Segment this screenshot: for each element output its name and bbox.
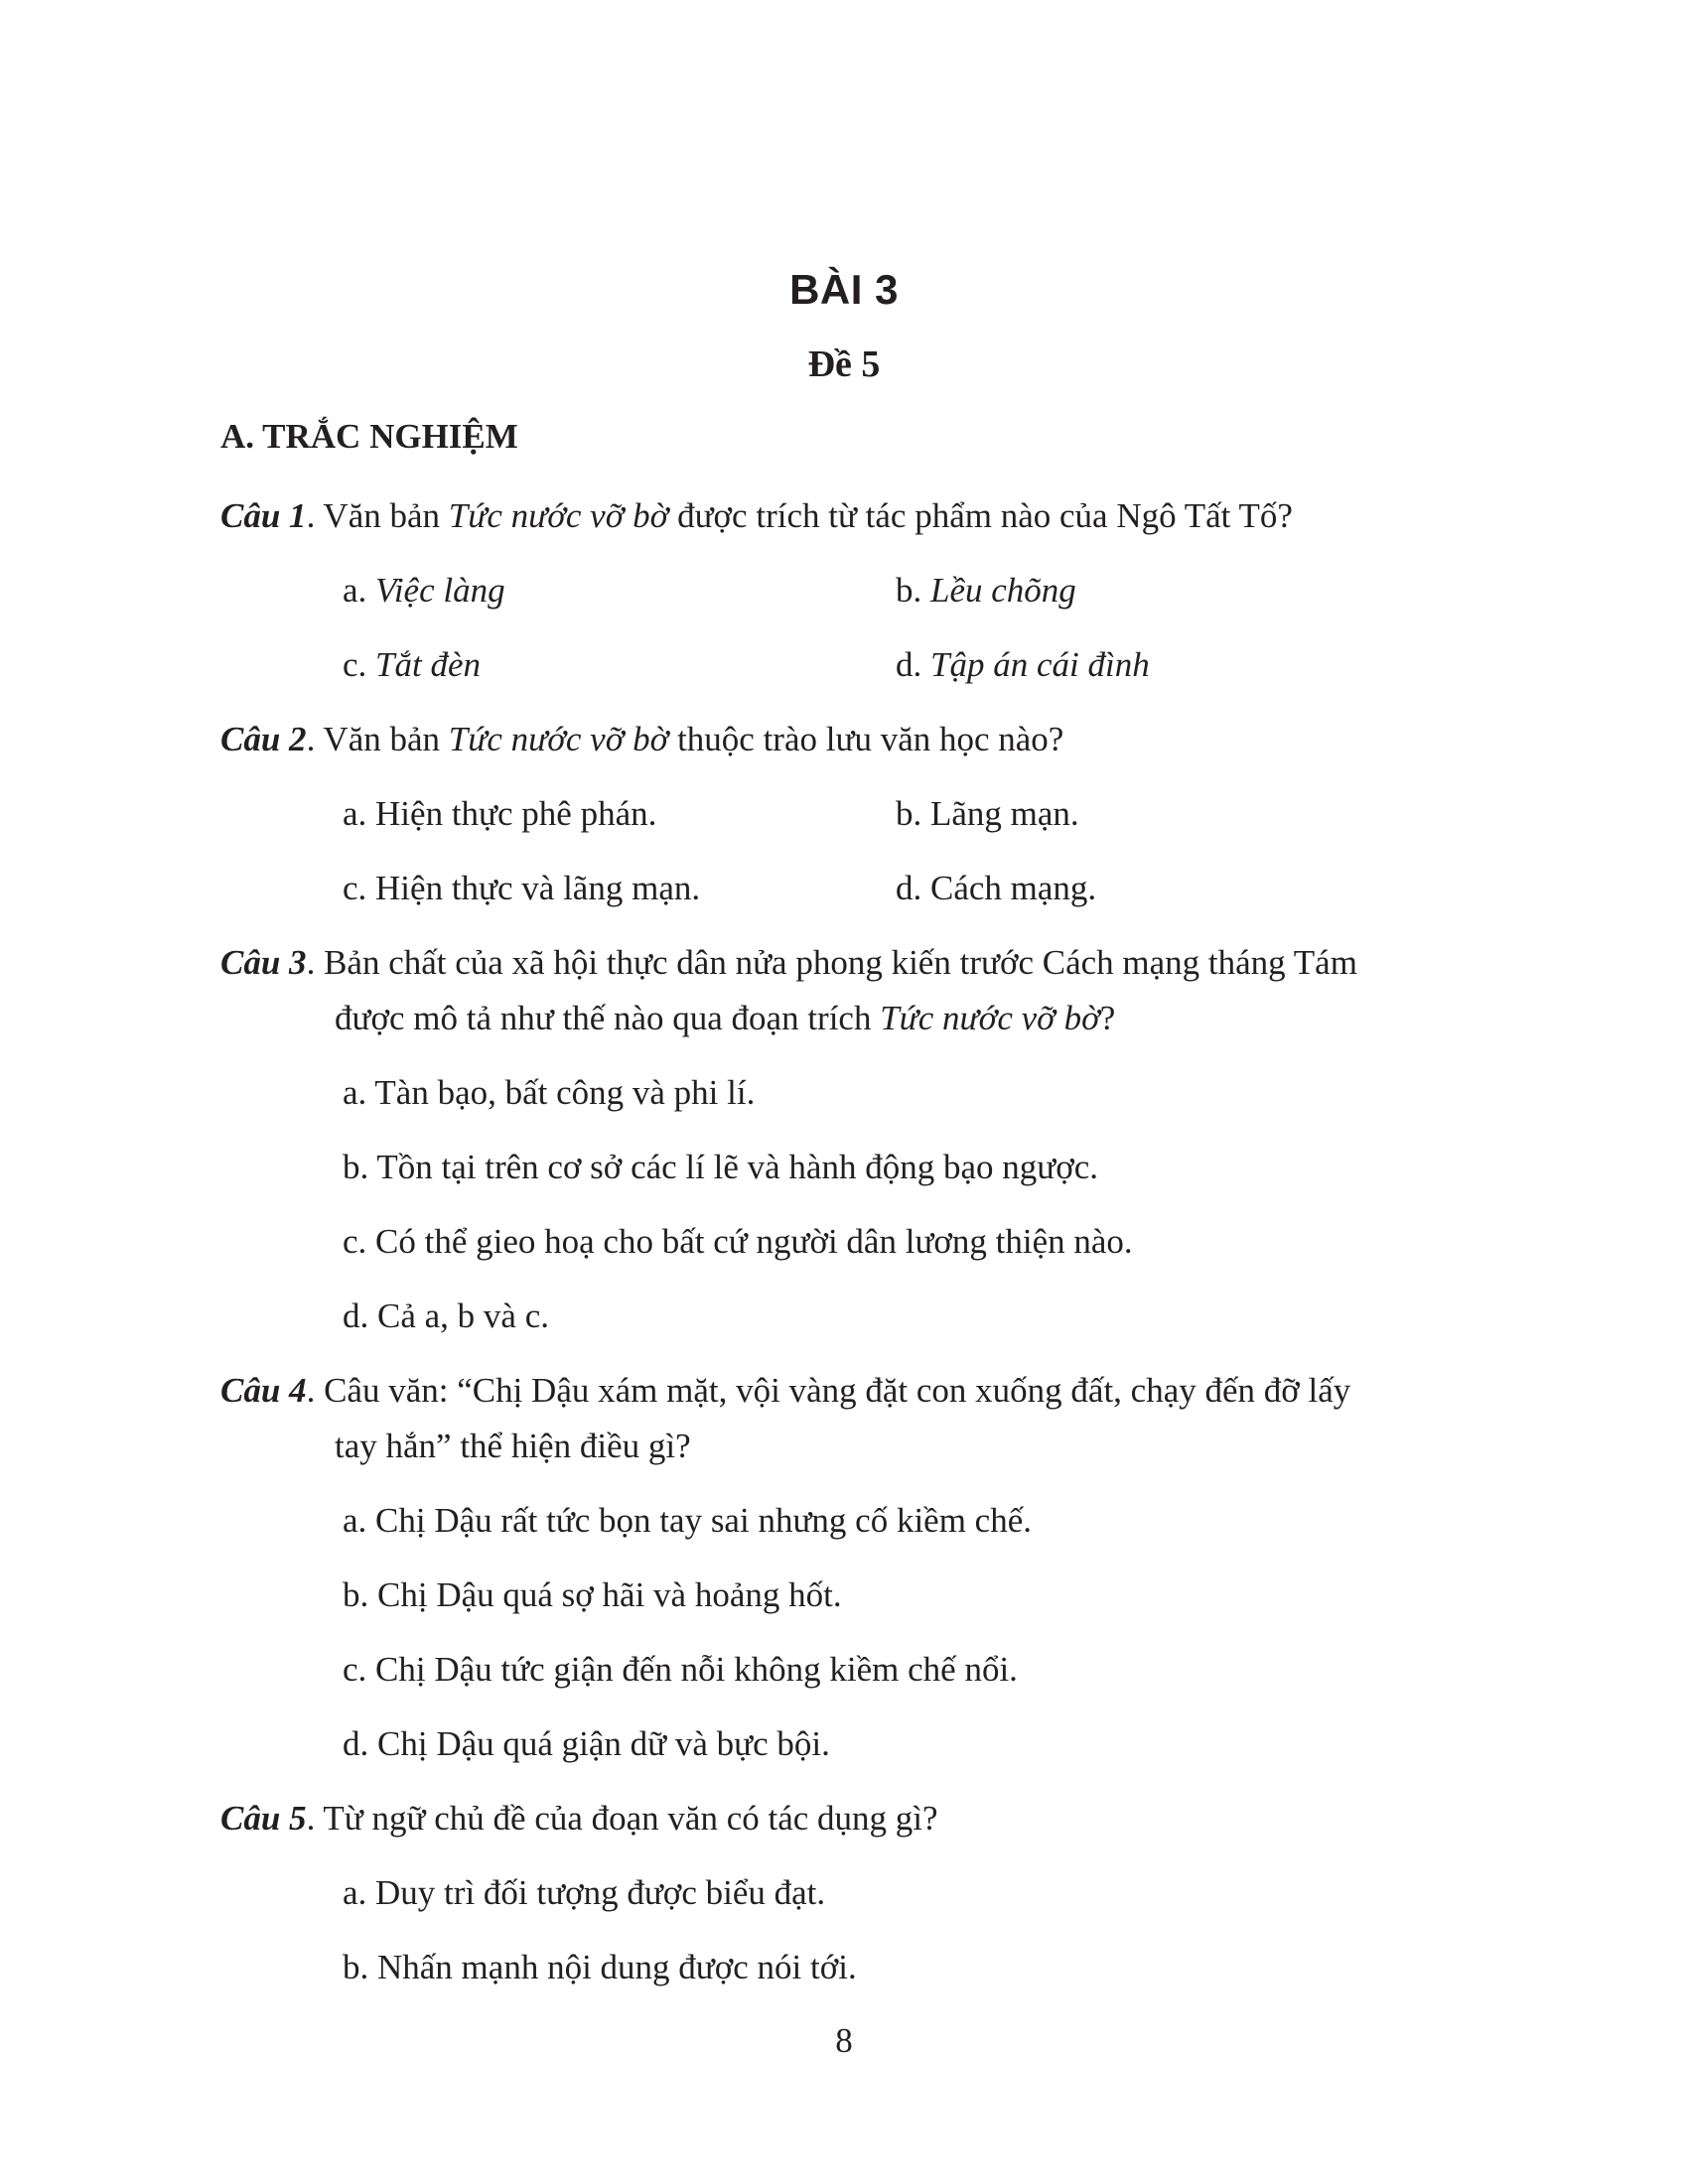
question-1-option-c: c. Tắt đèn <box>343 645 482 684</box>
question-3-option-a: a. Tàn bạo, bất công và phi lí. <box>343 1073 756 1112</box>
question-1-option-d: d. Tập án cái đình <box>896 645 1150 684</box>
question-label: Câu 4 <box>220 1371 307 1410</box>
question-2-stem: Câu 2. Văn bản Tức nước vỡ bờ thuộc trào lưu văn học nào? <box>220 720 1064 758</box>
question-label: Câu 1 <box>220 496 307 535</box>
question-2-option-d: d. Cách mạng. <box>896 869 1097 907</box>
question-4-option-a: a. Chị Dậu rất tức bọn tay sai nhưng cố kiềm chế. <box>343 1501 1033 1540</box>
question-label: Câu 2 <box>220 720 307 758</box>
question-3-option-d: d. Cả a, b và c. <box>343 1297 549 1335</box>
question-5-option-b: b. Nhấn mạnh nội dung được nói tới. <box>343 1948 857 1986</box>
page-number: 8 <box>835 2021 853 2060</box>
question-3-option-c: c. Có thể gieo hoạ cho bất cứ người dân lương thiện nào. <box>343 1222 1133 1261</box>
question-3-stem-line-1: Câu 3. Bản chất của xã hội thực dân nửa phong kiến trước Cách mạng tháng Tám <box>220 943 1357 982</box>
question-1-option-a: a. Việc làng <box>343 571 505 610</box>
question-4-option-d: d. Chị Dậu quá giận dữ và bực bội. <box>343 1724 830 1763</box>
question-1-stem: Câu 1. Văn bản Tức nước vỡ bờ được trích từ tác phẩm nào của Ngô Tất Tố? <box>220 496 1293 535</box>
question-3-option-b: b. Tồn tại trên cơ sở các lí lẽ và hành động bạo ngược. <box>343 1148 1098 1186</box>
question-5-stem: Câu 5. Từ ngữ chủ đề của đoạn văn có tác dụng gì? <box>220 1799 938 1838</box>
section-heading: A. TRẮC NGHIỆM <box>220 417 518 456</box>
question-4-option-b: b. Chị Dậu quá sợ hãi và hoảng hốt. <box>343 1575 842 1614</box>
question-2-option-a: a. Hiện thực phê phán. <box>343 794 657 833</box>
question-2-option-b: b. Lãng mạn. <box>896 794 1079 833</box>
question-5-option-a: a. Duy trì đối tượng được biểu đạt. <box>343 1873 826 1912</box>
question-4-option-c: c. Chị Dậu tức giận đến nỗi không kiềm chế nổi. <box>343 1650 1018 1689</box>
exam-title: Đề 5 <box>807 343 881 385</box>
page-title: BÀI 3 <box>789 266 899 313</box>
question-label: Câu 3 <box>220 943 307 982</box>
question-3-stem-line-2: được mô tả như thế nào qua đoạn trích Tức nước vỡ bờ? <box>335 999 1116 1037</box>
question-4-stem-line-1: Câu 4. Câu văn: “Chị Dậu xám mặt, vội vàng đặt con xuống đất, chạy đến đỡ lấy <box>220 1371 1351 1410</box>
question-2-option-c: c. Hiện thực và lãng mạn. <box>343 869 701 907</box>
question-4-stem-line-2: tay hắn” thể hiện điều gì? <box>335 1427 691 1465</box>
question-label: Câu 5 <box>220 1799 307 1838</box>
question-1-option-b: b. Lều chõng <box>896 571 1076 610</box>
